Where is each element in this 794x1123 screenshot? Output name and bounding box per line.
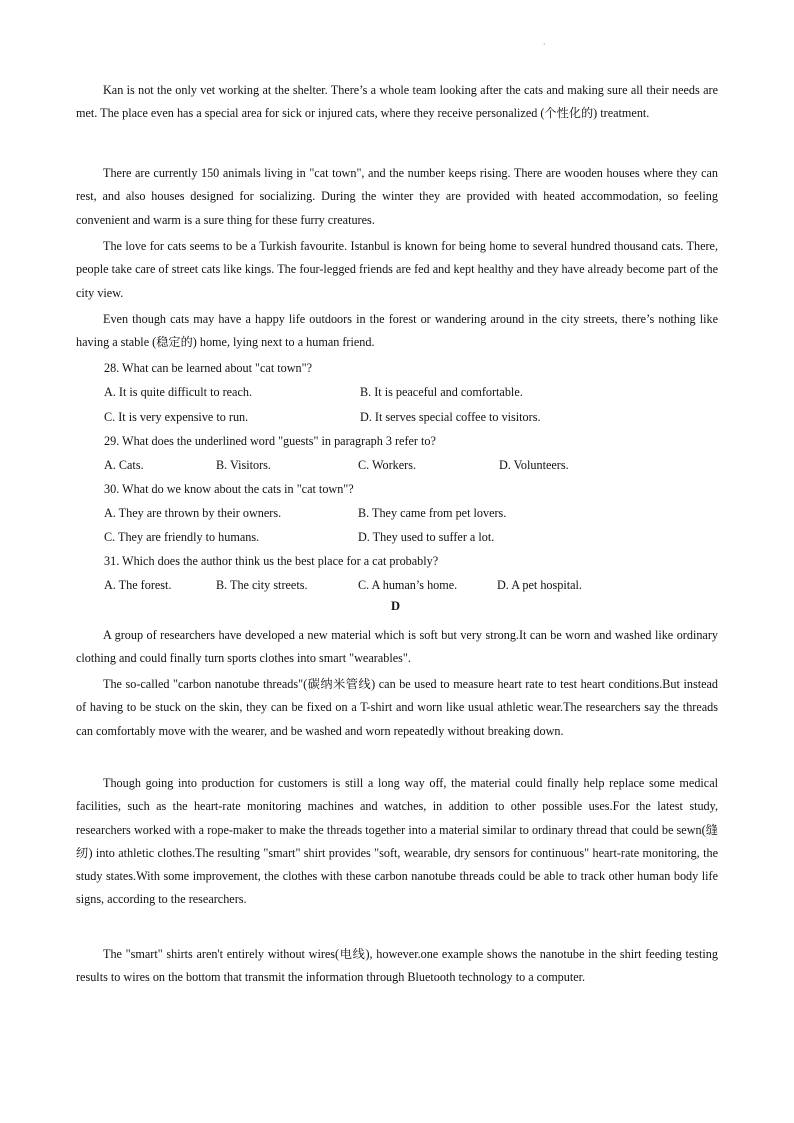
question-28-stem: 28. What can be learned about "cat town"? — [104, 361, 313, 375]
question-28-option-c[interactable]: C. It is very expensive to run. — [104, 410, 249, 424]
question-31-option-b[interactable]: B. The city streets. — [216, 578, 308, 592]
passage-c-paragraph-2: There are currently 150 animals living in "cat town", and the number keeps rising. There are wooden houses where they can rest, and also houses designed for socializing. During the winter they are provided with heated accommodation, so feeling convenient and warm is a sure thing for these furry creatures. — [76, 166, 718, 227]
question-30-option-b[interactable]: B. They came from pet lovers. — [358, 506, 507, 520]
passage-d-paragraph-2: The so-called "carbon nanotube threads"(碳纳米管线) can be used to measure heart rate to test heart conditions.But instead of having to be stuck on the skin, they can be fixed on a T-shirt and worn like usual athletic wear.The researchers say the threads can comfortably move with the wearer, and be washed and worn repeatedly without breaking down. — [76, 677, 718, 738]
section-d-heading: D — [391, 599, 401, 613]
passage-d-paragraph-1: A group of researchers have developed a new material which is soft but very strong.It can be worn and washed like ordinary clothing and could finally turn sports clothes into smart "wearables". — [76, 628, 718, 666]
question-30-option-a[interactable]: A. They are thrown by their owners. — [104, 506, 282, 520]
question-30-option-c[interactable]: C. They are friendly to humans. — [104, 530, 260, 544]
question-31-stem: 31. Which does the author think us the best place for a cat probably? — [104, 554, 439, 568]
question-28-option-d[interactable]: D. It serves special coffee to visitors. — [360, 410, 541, 424]
question-29-stem: 29. What does the underlined word "guests" in paragraph 3 refer to? — [104, 434, 436, 448]
question-28-option-a[interactable]: A. It is quite difficult to reach. — [104, 385, 253, 399]
passage-c-paragraph-3: The love for cats seems to be a Turkish favourite. Istanbul is known for being home to several hundred thousand cats. There, people take care of street cats like kings. The four-legged friends are fed and kept healthy and they have already become part of the city view. — [76, 239, 718, 300]
question-29-option-a[interactable]: A. Cats. — [104, 458, 144, 472]
passage-c-paragraph-4: Even though cats may have a happy life outdoors in the forest or wandering around in the city streets, there’s nothing like having a stable (稳定的) home, lying next to a human friend. — [76, 312, 718, 350]
question-29-option-b[interactable]: B. Visitors. — [216, 458, 271, 472]
question-31-option-a[interactable]: A. The forest. — [104, 578, 172, 592]
question-30-stem: 30. What do we know about the cats in "cat town"? — [104, 482, 354, 496]
question-28-option-b[interactable]: B. It is peaceful and comfortable. — [360, 385, 523, 399]
page-mark: ` — [543, 42, 546, 51]
passage-d-paragraph-4: The "smart" shirts aren't entirely without wires(电线), however.one example shows the nanotube in the shirt feeding testing results to wires on the bottom that transmit the information through Bluetooth technology to a computer. — [76, 947, 718, 985]
question-30-option-d[interactable]: D. They used to suffer a lot. — [358, 530, 495, 544]
question-31-option-c[interactable]: C. A human’s home. — [358, 578, 458, 592]
question-29-option-c[interactable]: C. Workers. — [358, 458, 417, 472]
question-29-option-d[interactable]: D. Volunteers. — [499, 458, 569, 472]
passage-c-paragraph-1: Kan is not the only vet working at the shelter. There’s a whole team looking after the cats and making sure all their needs are met. The place even has a special area for sick or injured cats, where they receive personalized (个性化的) treatment. — [76, 83, 718, 121]
question-31-option-d[interactable]: D. A pet hospital. — [497, 578, 582, 592]
passage-d-paragraph-3: Though going into production for customers is still a long way off, the material could finally help replace some medical facilities, such as the heart-rate monitoring machines and watches, in addition to other possible uses.For the latest study, researchers worked with a rope-maker to make the threads together into a material similar to ordinary thread that could be sewn(缝纫) into athletic clothes.The resulting "smart" shirt provides "soft, wearable, dry sensors for continuous" heart-rate monitoring, the study states.With some improvement, the clothes with these carbon nanotube threads could be able to track other human body life signs, according to the researchers. — [76, 776, 718, 907]
